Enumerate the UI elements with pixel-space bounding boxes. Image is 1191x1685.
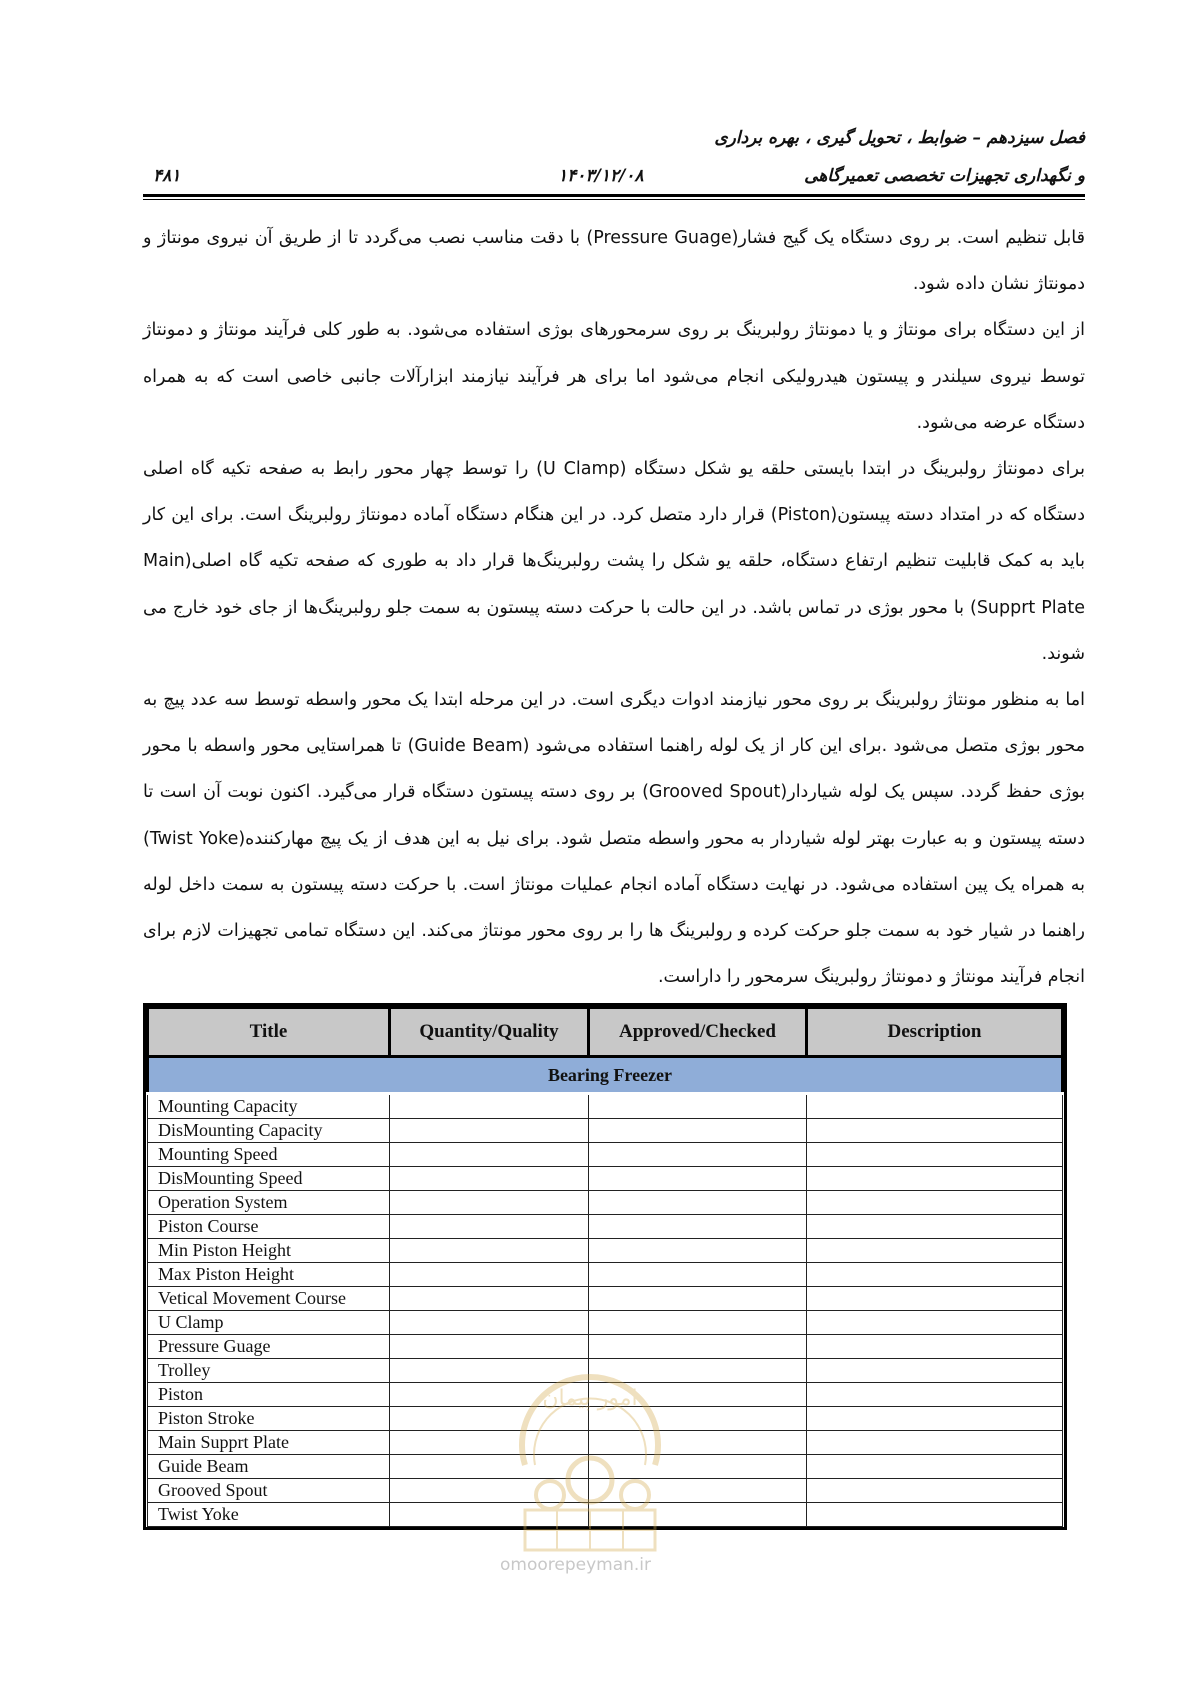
row-description-cell [807, 1359, 1063, 1383]
table-row [148, 1191, 1063, 1215]
row-quantity-cell [390, 1094, 589, 1119]
table-section-row [148, 1057, 1063, 1094]
row-approved-cell [589, 1215, 807, 1239]
table-row [148, 1119, 1063, 1143]
row-approved-cell [589, 1167, 807, 1191]
seal-watermark-icon [495, 1345, 685, 1560]
row-description-cell [807, 1094, 1063, 1119]
row-title-cell: Min Piston Height [148, 1239, 390, 1263]
row-quantity-cell [390, 1215, 589, 1239]
table-row [148, 1287, 1063, 1311]
row-description-cell [807, 1263, 1063, 1287]
paragraph: برای دمونتاژ رولبرینگ در ابتدا بایستی حلقه یو شکل دستگاه (U Clamp) را توسط چهار محور رابط به صفحه تکیه گاه اصلی دستگاه که در امتداد دسته پیستون(Piston) قرار دارد متصل کرد. در این هنگام دستگاه آماده دمونتاژ رولبرینگ است. برای این کار باید به کمک قابلیت تنظیم ارتفاع دستگاه، حلقه یو شکل را پشت رولبرینگ‌ها قرار داد به طوری که صفحه تکیه گاه اصلی(Main Supprt Plate) با محور بوژی در تماس باشد. در این حالت با حرکت دسته پیستون به سمت جلو رولبرینگ‌ها از جای خود خارج می شوند. [143, 459, 1086, 664]
table-row [148, 1094, 1063, 1119]
row-description-cell [807, 1431, 1063, 1455]
paragraph: اما به منظور مونتاژ رولبرینگ بر روی محور نیازمند ادوات دیگری است. در این مرحله ابتدا یک محور واسطه توسط سه عدد پیچ به محور بوژی متصل می‌شود .برای این کار از یک لوله راهنما استفاده می‌شود (Guide Beam) تا همراستایی محور واسطه با محور بوژی حفظ گردد. سپس یک لوله شیاردار(Grooved Spout) بر روی دسته پیستون دستگاه قرار می‌گیرد. اکنون نوبت آن است تا دسته پیستون و به عبارت بهتر لوله شیاردار به محور واسطه متصل شود. برای نیل به این هدف از یک پیچ مهارکننده(Twist Yoke) به همراه یک پین استفاده می‌شود. در نهایت دستگاه آماده انجام عملیات مونتاژ است. با حرکت دسته پیستون به سمت داخل لوله راهنما در شیار خود به سمت جلو حرکت کرده و رولبرینگ ها را بر روی محور مونتاژ می‌کند. این دستگاه تمامی تجهیزات لازم برای انجام فرآیند مونتاژ و دمونتاژ رولبرینگ سرمحور را داراست. [143, 690, 1085, 988]
chapter-title: فصل سیزدهم – ضوابط ، تحویل گیری ، بهره برداری [714, 128, 1085, 148]
header-date: ۱۴۰۳/۱۲/۰۸ [558, 166, 644, 186]
row-title-cell: DisMounting Capacity [148, 1119, 390, 1143]
row-description-cell [807, 1143, 1063, 1167]
page-number: ۴۸۱ [153, 166, 181, 186]
row-quantity-cell [390, 1263, 589, 1287]
row-title-cell: Pressure Guage [148, 1335, 390, 1359]
table-row [148, 1215, 1063, 1239]
chapter-subtitle: و نگهداری تجهیزات تخصصی تعمیرگاهی [804, 166, 1085, 186]
site-watermark: omoorepeyman.ir [500, 1555, 652, 1575]
row-approved-cell [589, 1263, 807, 1287]
row-title-cell: Piston Stroke [148, 1407, 390, 1431]
row-approved-cell [589, 1239, 807, 1263]
body-text [143, 215, 1085, 1000]
row-title-cell: Trolley [148, 1359, 390, 1383]
row-approved-cell [589, 1191, 807, 1215]
row-quantity-cell [390, 1239, 589, 1263]
row-description-cell [807, 1311, 1063, 1335]
row-title-cell: Max Piston Height [148, 1263, 390, 1287]
row-quantity-cell [390, 1119, 589, 1143]
section-title: Bearing Freezer [148, 1057, 1063, 1094]
table-row [148, 1167, 1063, 1191]
row-approved-cell [589, 1094, 807, 1119]
row-title-cell: Twist Yoke [148, 1503, 390, 1527]
row-title-cell: Mounting Speed [148, 1143, 390, 1167]
row-title-cell: Vetical Movement Course [148, 1287, 390, 1311]
col-header-description: Description [807, 1008, 1063, 1057]
row-description-cell [807, 1503, 1063, 1527]
row-title-cell: U Clamp [148, 1311, 390, 1335]
row-description-cell [807, 1287, 1063, 1311]
row-description-cell [807, 1215, 1063, 1239]
table-row [148, 1143, 1063, 1167]
row-quantity-cell [390, 1287, 589, 1311]
row-description-cell [807, 1383, 1063, 1407]
table-row [148, 1311, 1063, 1335]
row-description-cell [807, 1455, 1063, 1479]
table-row [148, 1263, 1063, 1287]
row-title-cell: Grooved Spout [148, 1479, 390, 1503]
row-description-cell [807, 1335, 1063, 1359]
row-quantity-cell [390, 1311, 589, 1335]
seal-text: امور پیمان [542, 1386, 638, 1411]
row-title-cell: Main Supprt Plate [148, 1431, 390, 1455]
row-quantity-cell [390, 1191, 589, 1215]
table-header-row [148, 1008, 1063, 1057]
header-rule-thick [143, 194, 1085, 197]
row-quantity-cell [390, 1143, 589, 1167]
row-title-cell: Piston [148, 1383, 390, 1407]
row-title-cell: Piston Course [148, 1215, 390, 1239]
row-description-cell [807, 1239, 1063, 1263]
row-approved-cell [589, 1143, 807, 1167]
row-description-cell [807, 1119, 1063, 1143]
row-description-cell [807, 1479, 1063, 1503]
paragraph: از این دستگاه برای مونتاژ و یا دمونتاژ رولبرینگ بر روی سرمحورهای بوژی استفاده می‌شود. به طور کلی فرآیند مونتاژ و دمونتاژ توسط نیروی سیلندر و پیستون هیدرولیکی انجام می‌شود اما برای هر فرآیند نیازمند ابزارآلات جانبی خاصی است که به همراه دستگاه عرضه می‌شود. [143, 320, 1085, 433]
row-quantity-cell [390, 1167, 589, 1191]
row-description-cell [807, 1407, 1063, 1431]
col-header-approved: Approved/Checked [589, 1008, 807, 1057]
col-header-quantity: Quantity/Quality [390, 1008, 589, 1057]
paragraph: قابل تنظیم است. بر روی دستگاه یک گیج فشار(Pressure Guage) با دقت مناسب نصب می‌گردد تا از طریق آن نیروی مونتاژ و دمونتاژ نشان داده شود. [143, 228, 1086, 295]
row-title-cell: DisMounting Speed [148, 1167, 390, 1191]
row-approved-cell [589, 1311, 807, 1335]
row-title-cell: Operation System [148, 1191, 390, 1215]
row-approved-cell [589, 1287, 807, 1311]
row-description-cell [807, 1167, 1063, 1191]
row-title-cell: Guide Beam [148, 1455, 390, 1479]
header-rule-thin [143, 199, 1085, 200]
row-description-cell [807, 1191, 1063, 1215]
page-header [143, 128, 1085, 210]
col-header-title: Title [148, 1008, 390, 1057]
table-row [148, 1239, 1063, 1263]
row-title-cell: Mounting Capacity [148, 1094, 390, 1119]
row-approved-cell [589, 1119, 807, 1143]
